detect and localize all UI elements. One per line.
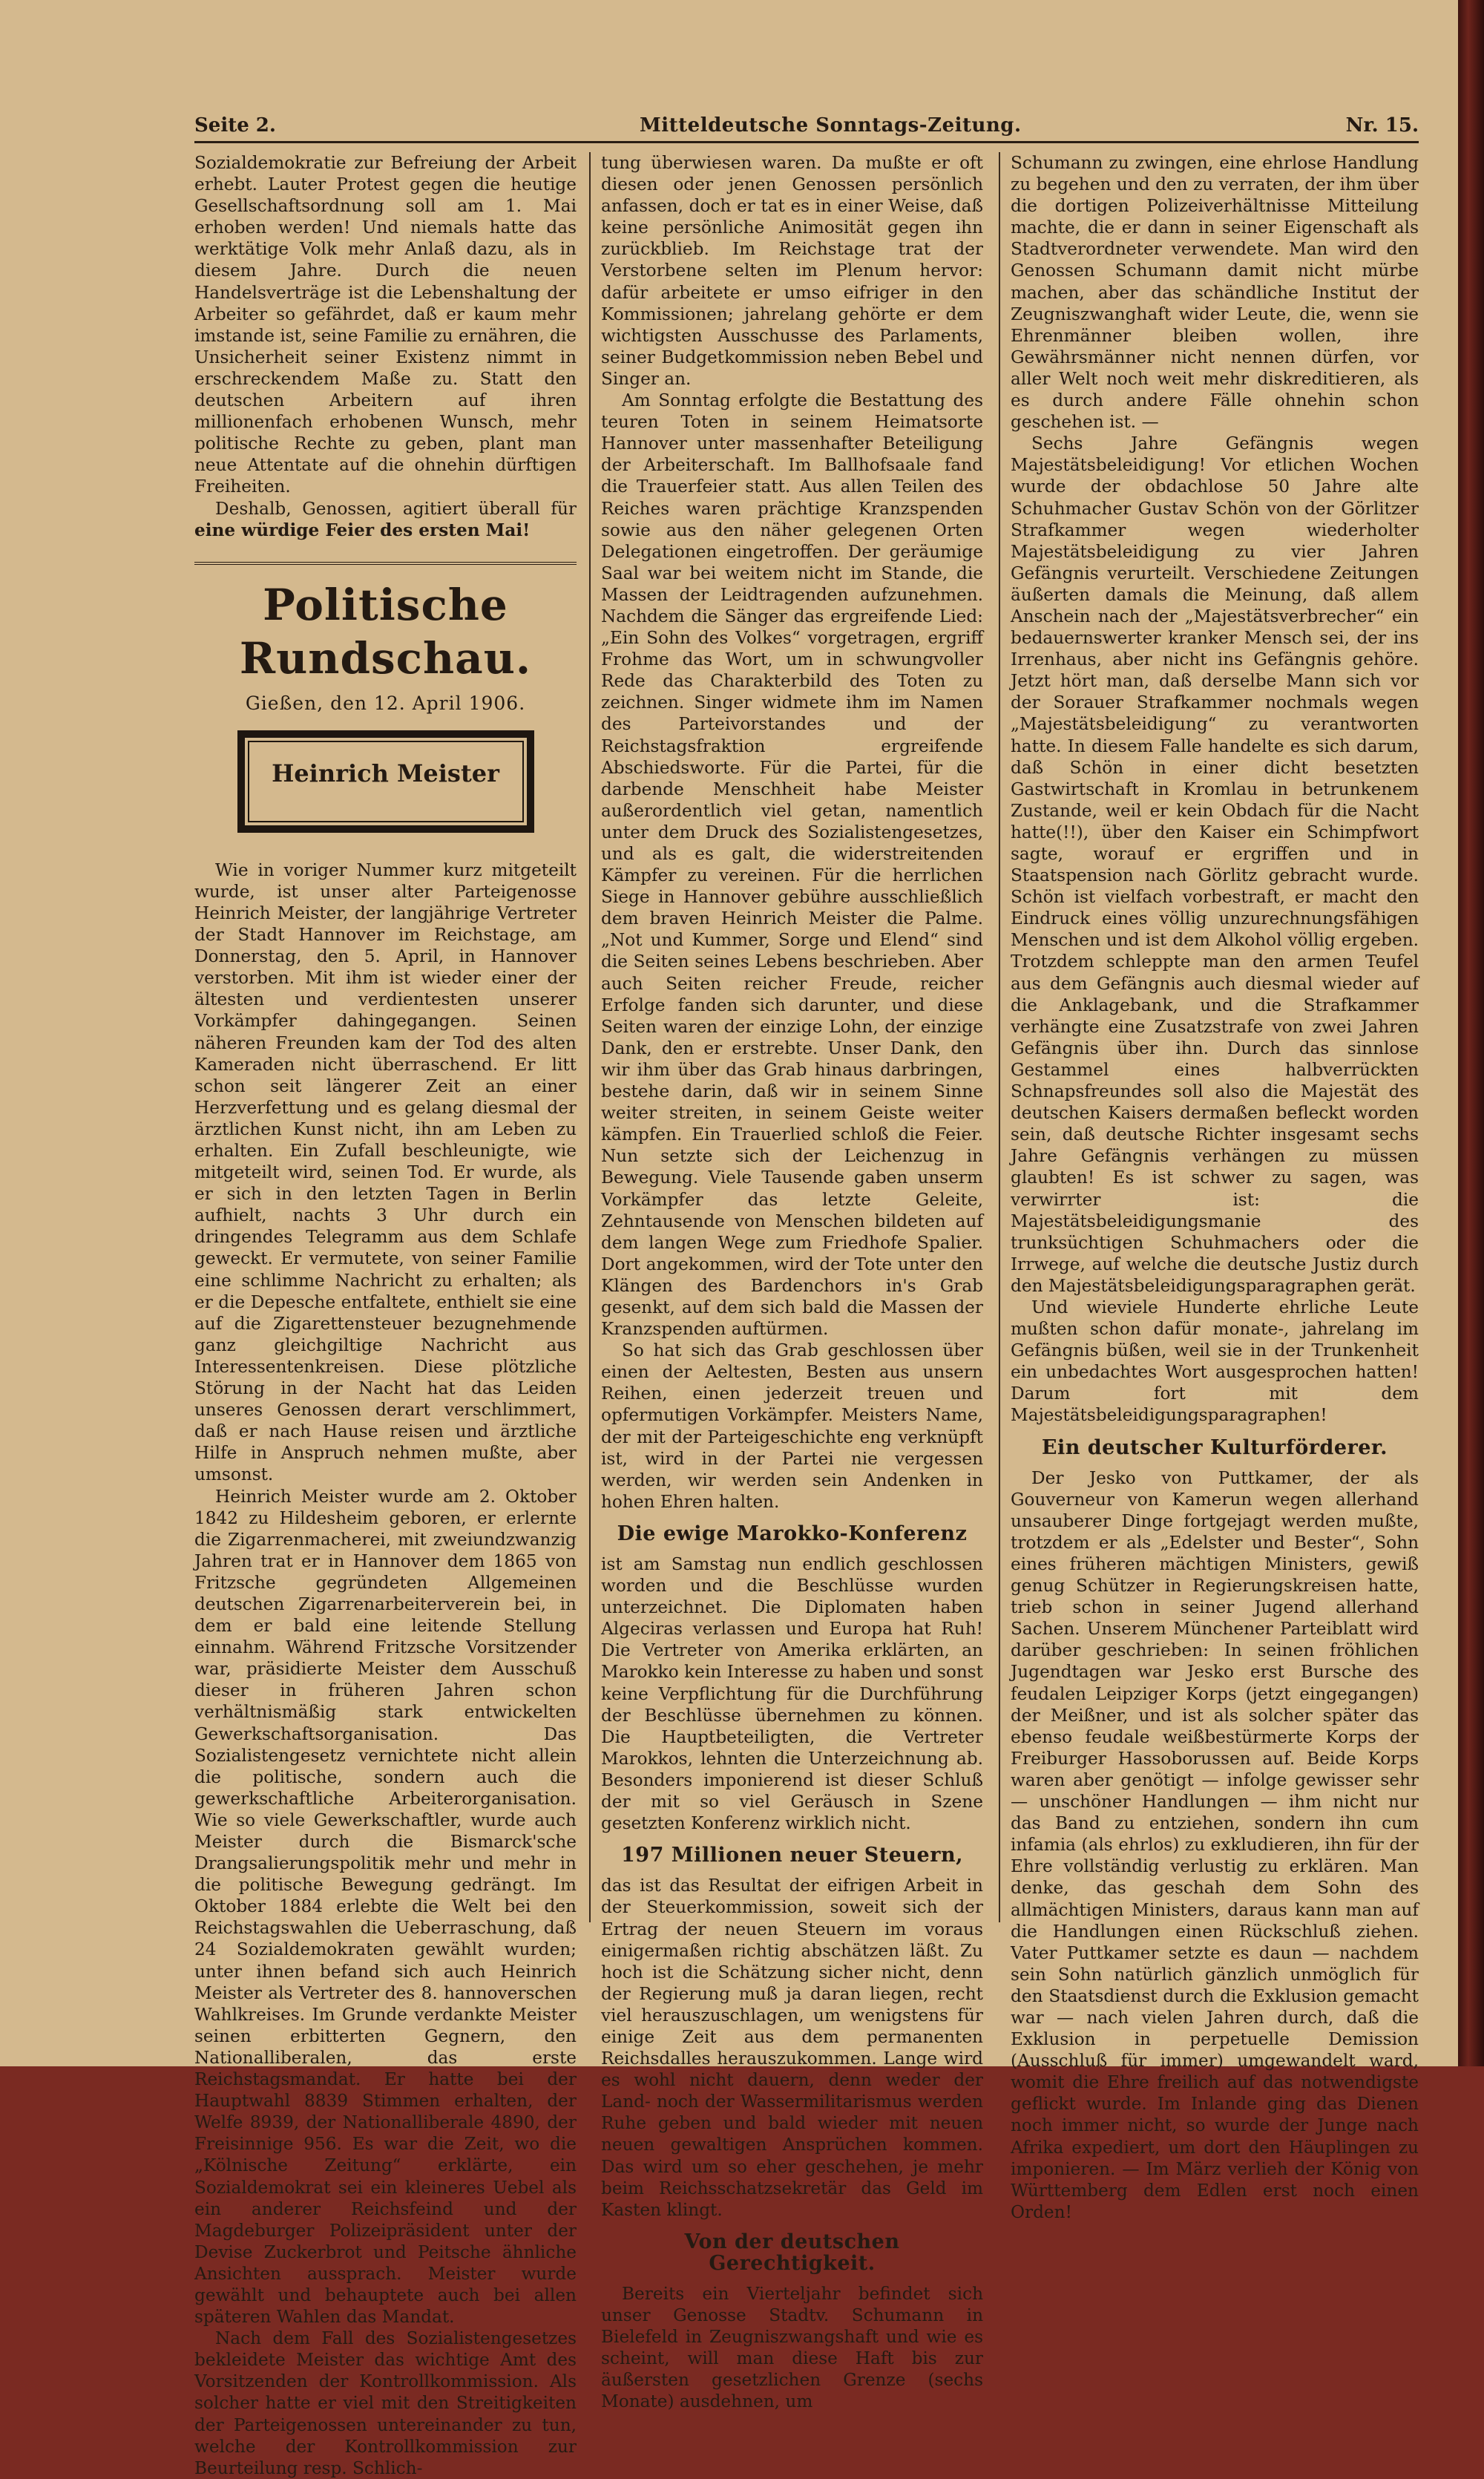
article-headline: Von der deutschen Gerechtigkeit. xyxy=(684,2230,900,2275)
issue-number: Nr. 15. xyxy=(1345,114,1419,137)
paragraph: Heinrich Meister wurde am 2. Oktober 1842 zu Hildesheim geboren, er erlernte die Zigarrenmacherei, mit zweiundzwanzig Jahren trat er in Hannover dem 1865 von Fritzsche gegründeten Allgemeinen deutschen Zigarrenarbeiterverein bei, in dem er bald eine leitende Stellung einnahm. Während Fritzsche Vorsitzender war, präsidierte Meister dem Ausschuß dieser in früheren Jahren schon verhältnismäßig stark entwickelten Gewerkschaftsorganisation. Das Sozialistengesetz vernichtete nicht allein die politische, sondern auch die gewerkschaftliche Arbeiterorganisation. Wie so viele Gewerkschaftler, wurde auch Meister durch die Bismarck'sche Drangsalierungspolitik mehr und mehr in die politische Bewegung gedrängt. Im Oktober 1884 erlebte die Welt bei den Reichstagswahlen die Ueberraschung, daß 24 Sozialdemokraten gewählt wurden; unter ihnen befand sich auch Heinrich Meister als Vertreter des 8. hannoverschen Wahlkreises. Im Grunde verdankte Meister seinen erbitterten Gegnern, den Nationalliberalen, das erste Reichstagsmandat. Er hatte bei der Hauptwahl 8839 Stimmen erhalten, der Welfe 8939, der Nationalliberale 4890, der Freisinnige 956. Es war die Zeit, wo die „Kölnische Zeitung“ erklärte, ein Sozialdemokrat sei ein kleineres Uebel als ein anderer Reichsfeind und der Magdeburger Polizeipräsident unter der Devise Zuckerbrot und Peitsche ähnliche Ansichten aussprach. Meister wurde gewählt und behauptete auch bei allen späteren Wahlen das Mandat. xyxy=(194,1486,577,2328)
article-headline: Ein deutscher Kulturförderer. xyxy=(1041,1435,1388,1459)
column-1 xyxy=(194,152,577,2478)
page-content xyxy=(194,111,1419,2478)
paragraph: das ist das Resultat der eifrigen Arbeit in der Steuerkommission, soweit sich der Ertrag der neuen Steuern im voraus einigermaßen richtig abschätzen läßt. Zu hoch ist die Schätzung sicher nicht, denn der Regierung muß ja daran liegen, recht viel herauszuschlagen, um wenigstens für einige Zeit aus dem permanenten Reichsdalles herauszukommen. Lange wird es wohl nicht dauern, denn weder der Land- noch der Wassermilitarismus werden Ruhe geben und bald wieder mit neuen neuen gewaltigen Ansprüchen kommen. Das wird um so eher geschehen, je mehr beim Reichsschatzsekretär das Geld im Kasten klingt. xyxy=(601,1876,983,2220)
column-divider xyxy=(589,152,591,1922)
paragraph: Sechs Jahre Gefängnis wegen Majestätsbeleidigung! Vor etlichen Wochen wurde der obdachlose 50 Jahre alte Schuhmacher Gustav Schön von der Görlitzer Strafkammer wegen wiederholter Majestätsbeleidigung zu vier Jahren Gefängnis verurteilt. Verschiedene Zeitungen äußerten damals die Meinung, daß allem Anschein nach der „Majestätsverbrecher“ ein bedauernswerter kranker Mensch sei, der ins Irrenhaus, aber nicht ins Gefängnis gehöre. Jetzt hört man, daß derselbe Mann sich vor der Sorauer Strafkammer nochmals wegen „Majestätsbeleidigung“ zu verantworten hatte. In diesem Falle handelte es sich darum, daß Schön in einer dicht besetzten Gastwirtschaft in Kromlau in betrunkenem Zustande, weil er kein Obdach für die Nacht hatte(!!), über den Kaiser ein Schimpfwort sagte, worauf er ergriffen und in Staatspension nach Görlitz gebracht wurde. Schön ist vielfach vorbestraft, er macht den Eindruck eines völlig unzurechnungsfähigen Menschen und ist dem Alkohol völlig ergeben. Trotzdem schleppte man den armen Teufel aus dem Gefängnis auch diesmal wieder auf die Anklagebank, und die Strafkammer verhängte eine Zusatzstrafe von zwei Jahren Gefängnis über ihn. Durch das sinnlose Gestammel eines halbverrückten Schnapsfreundes soll also die Majestät des deutschen Kaisers dermaßen befleckt worden sein, daß deutsche Richter insgesamt sechs Jahre Gefängnis verhängen zu müssen glaubten! Es ist schwer zu sagen, was verwirrter ist: die Majestätsbeleidigungsmanie des trunksüchtigen Schuhmachers oder die Irrwege, auf welche die deutsche Justiz durch den Majestätsbeleidigungsparagraphen gerät. xyxy=(1011,433,1419,1296)
emphasis: eine würdige Feier des ersten Mai! xyxy=(194,520,531,540)
article-headline: Die ewige Marokko-Konferenz xyxy=(617,1522,968,1545)
obituary-frame xyxy=(237,730,534,833)
column-3 xyxy=(1011,152,1419,2222)
paragraph: Sozialdemokratie zur Befreiung der Arbeit erhebt. Lauter Protest gegen die heutige Gesellschaftsordnung soll am 1. Mai erhoben werden! Und niemals hatte das werktätige Volk mehr Anlaß dazu, als in diesem Jahre. Durch die neuen Handelsverträge ist die Lebenshaltung der Arbeiter so gefährdet, daß er kaum mehr imstande ist, seine Familie zu ernähren, die Unsicherheit seiner Existenz nimmt in erschreckendem Maße zu. Statt den deutschen Arbeitern auf ihren millionenfach erhobenen Wunsch, mehr politische Rechte zu geben, plant man neue Attentate auf die ohnehin dürftigen Freiheiten. xyxy=(194,153,577,497)
paragraph: Der Jesko von Puttkamer, der als Gouverneur von Kamerun wegen allerhand unsauberer Dinge fortgejagt werden mußte, trotzdem er als „Edelster und Bester“, Sohn eines früheren mächtigen Ministers, gewiß genug Schützer in Regierungskreisen hatte, trieb schon in seiner Jugend allerhand Sachen. Unserem Münchener Parteiblatt wird darüber geschrieben: In seinen fröhlichen Jugendtagen war Jesko erst Bursche des feudalen Leipziger Korps (jetzt eingegangen) der Meißner, und ist als solcher später das ebenso feudale weißbestürmerte Korps der Freiburger Hassoborussen auf. Beide Korps waren aber genötigt — infolge gewisser sehr — unschöner Handlungen — ihm nicht nur das Band zu entziehen, sondern ihn cum infamia (als ehrlos) zu exkludieren, ihn für der Ehre vollständig verlustig zu erklären. Man denke, das geschah dem Sohn des allmächtigen Ministers, daraus kann man auf die Handlungen einen Rückschluß ziehen. Vater Puttkamer setzte es daun — nachdem sein Sohn natürlich gänzlich unmöglich für den Staatsdienst durch die Exklusion gemacht war — nach vielen Jahren durch, daß die Exklusion in perpetuelle Demission (Ausschluß für immer) umgewandelt ward, womit die Ehre freilich auf das notwendigste geflickt wurde. Im Inlande ging das Dienen noch immer nicht, so wurde der Junge nach Afrika expediert, um dort den Häuplingen zu imponieren. — Im März verlieh der König von Württemberg dem Edlen erst noch einen Orden! xyxy=(1011,1467,1419,2222)
paragraph: Am Sonntag erfolgte die Bestattung des teuren Toten in seinem Heimatsorte Hannover unter massenhafter Beteiligung der Arbeiterschaft. Im Ballhofsaale fand die Trauerfeier statt. Aus allen Teilen des Reiches waren prächtige Kranzspenden sowie aus den näher gelegenen Orten Delegationen eingetroffen. Der geräumige Saal war bei weitem nicht im Stande, die Massen der Leidtragenden aufzunehmen. Nachdem die Sänger das ergreifende Lied: „Ein Sohn des Volkes“ vorgetragen, ergriff Frohme das Wort, um in schwungvoller Rede das Charakterbild des Toten zu zeichnen. Singer widmete ihm im Namen des Parteivorstandes und der Reichstagsfraktion ergreifende Abschiedsworte. Für die Partei, für die darbende Menschheit habe Meister außerordentlich viel getan, namentlich unter dem Druck des Sozialistengesetzes, und als es galt, die widerstreitenden Kämpfer zu vereinen. Für die herrlichen Siege in Hannover gebühre ausschließlich dem braven Heinrich Meister die Palme. „Not und Kummer, Sorge und Elend“ sind die Seiten seines Lebens beschrieben. Aber auch Seiten reicher Freude, reicher Erfolge fanden sich darunter, und diese Seiten waren der einzige Lohn, der einzige Dank, den er erstrebte. Unser Dank, den wir ihm über das Grab hinaus darbringen, bestehe darin, daß wir in seinem Sinne weiter streiten, in seinem Geiste weiter kämpfen. Ein Trauerlied schloß die Feier. Nun setzte sich der Leichenzug in Bewegung. Viele Tausende gaben unserm Vorkämpfer das letzte Geleite, Zehntausende von Menschen bildeten auf dem langen Wege zum Friedhofe Spalier. Dort angekommen, wird der Tote unter den Klängen des Bardenchors in's Grab gesenkt, auf dem sich bald die Massen der Kranzspenden auftürmen. xyxy=(601,390,983,1340)
paragraph: tung überwiesen waren. Da mußte er oft diesen oder jenen Genossen persönlich anfassen, doch er tat es in einer Weise, daß keine persönliche Animosität gegen ihn zurückblieb. Im Reichstage trat der Verstorbene selten im Plenum hervor: dafür arbeitete er umso eifriger in den Kommissionen; jahrelang gehörte er dem wichtigsten Ausschusse des Parlaments, seiner Budgetkommission neben Bebel und Singer an. xyxy=(601,153,983,389)
text-run: Deshalb, Genossen, agitiert überall für xyxy=(215,498,577,519)
article-headline: 197 Millionen neuer Steuern, xyxy=(621,1844,963,1867)
book-binding xyxy=(1458,0,1484,2066)
paragraph: Schumann zu zwingen, eine ehrlose Handlung zu begehen und den zu verraten, der ihm über die dortigen Polizeiverhältnisse Mitteilung machte, die er dann in seiner Eigenschaft als Stadtverordneter verwendete. Man wird den Genossen Schumann damit nicht mürbe machen, aber das schändliche Institut der Zeugniszwanghaft wider Leute, die, wenn sie Ehrenmänner bleiben wollen, ihre Gewährsmänner nicht nennen dürfen, vor aller Welt noch weit mehr diskreditieren, als es durch andere Fälle ohnehin schon geschehen ist. — xyxy=(1011,153,1419,433)
paragraph: Und wieviele Hunderte ehrliche Leute mußten schon dafür monate-, jahrelang im Gefängnis büßen, weil sie in der Trunkenheit ein unbedachtes Wort ausgesprochen hatten! Darum fort mit dem Majestätsbeleidigungsparagraphen! xyxy=(1011,1297,1419,1426)
dateline: Gießen, den 12. April 1906. xyxy=(245,692,526,714)
paragraph: Nach dem Fall des Sozialistengesetzes bekleidete Meister das wichtige Amt des Vorsitzenden der Kontrollkommission. Als solcher hatte er viel mit den Streitigkeiten der Parteigenossen untereinander zu tun, welche der Kontrollkommission zur Beurteilung resp. Schlich- xyxy=(194,2328,577,2478)
page-number: Seite 2. xyxy=(194,114,276,137)
paragraph: Bereits ein Vierteljahr befindet sich unser Genosse Stadtv. Schumann in Bielefeld in Zeugniszwangshaft und wie es scheint, will man diese Haft bis zur äußersten gesetzlichen Grenze (sechs Monate) ausdehnen, um xyxy=(601,2284,983,2412)
newspaper-title: Mitteldeutsche Sonntags-Zeitung. xyxy=(640,114,1022,137)
column-2 xyxy=(601,152,983,2412)
paragraph xyxy=(194,498,577,541)
column-divider xyxy=(999,152,1000,1922)
paragraph: Wie in voriger Nummer kurz mitgeteilt wurde, ist unser alter Parteigenosse Heinrich Meister, der langjährige Vertreter der Stadt Hannover im Reichstage, am Donnerstag, den 5. April, in Hannover verstorben. Mit ihm ist wieder einer der ältesten und verdientesten unserer Vorkämpfer dahingegangen. Seinen näheren Freunden kam der Tod des alten Kameraden nicht überraschend. Er litt schon seit längerer Zeit an einer Herzverfettung und es gelang diesmal der ärztlichen Kunst nicht, ihn am Leben zu erhalten. Ein Zufall beschleunigte, wie mitgeteilt wird, seinen Tod. Er wurde, als er sich in den letzten Tagen in Berlin aufhielt, nachts 3 Uhr durch ein dringendes Telegramm aus dem Schlafe geweckt. Er vermutete, von seiner Familie eine schlimme Nachricht zu erhalten; als er die Depesche entfaltete, enthielt sie eine auf die Zigarettensteuer bezugnehmende ganz gleichgiltige Nachricht aus Interessentenkreisen. Diese plötzliche Störung in der Nacht hat das Leiden unseres Genossen derart verschlimmert, daß er nach Hause reisen und ärztliche Hilfe in Anspruch nehmen mußte, aber umsonst. xyxy=(194,859,577,1485)
section-rubric: Politische Rundschau. xyxy=(194,562,577,685)
page-header xyxy=(194,111,1419,143)
paragraph: ist am Samstag nun endlich geschlossen worden und die Beschlüsse wurden unterzeichnet. Die Diplomaten haben Algeciras verlassen und Europa hat Ruh! Die Vertreter von Amerika erklärten, an Marokko kein Interesse zu haben und sonst keine Verpflichtung für die Durchführung der Beschlüsse übernehmen zu können. Die Hauptbeteiligten, die Vertreter Marokkos, lehnten die Unterzeichnung ab. Besonders imponierend ist dieser Schluß der mit so viel Geräusch in Szene gesetzten Konferenz wirklich nicht. xyxy=(601,1554,983,1834)
obituary-title: Heinrich Meister xyxy=(272,759,499,787)
paragraph: So hat sich das Grab geschlossen über einen der Aeltesten, Besten aus unsern Reihen, einen jederzeit treuen und opfermutigen Vorkämpfer. Meisters Name, der mit der Parteigeschichte eng verknüpft ist, wird in der Partei nie vergessen werden, wir werden sein Andenken in hohen Ehren halten. xyxy=(601,1340,983,1512)
